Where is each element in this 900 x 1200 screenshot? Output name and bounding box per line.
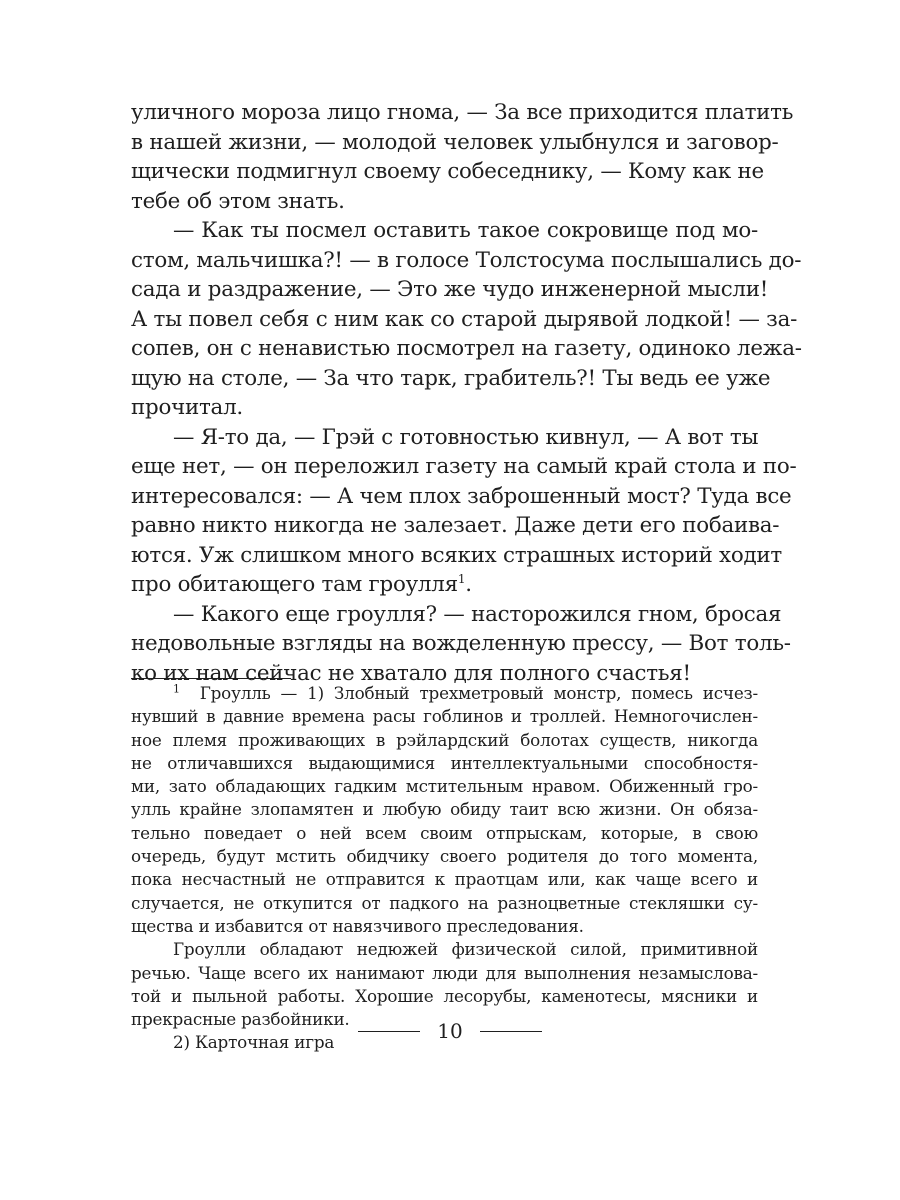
text-line: сада и раздражение, — Это же чудо инженерной мысли! bbox=[131, 277, 769, 302]
footnote-line: ми, зато обладающих гадким мстительным нравом. Обиженный гро- bbox=[131, 776, 758, 797]
footnote-line: не отличавшихся выдающимися интеллектуальными способностя- bbox=[131, 752, 758, 773]
footnote-line: речью. Чаще всего их нанимают люди для выполнения незамыслова- bbox=[131, 962, 758, 983]
footnote-line: Гроулли обладают недюжей физической силой, примитивной bbox=[173, 939, 758, 960]
page-footer bbox=[0, 1018, 900, 1044]
text-line: равно никто никогда не залезает. Даже дети его побаива- bbox=[131, 513, 780, 538]
footnote-line: тельно поведает о ней всем своим отпрыскам, которые, в свою bbox=[131, 822, 758, 843]
footnote-line: той и пыльной работы. Хорошие лесорубы, каменотесы, мясники и bbox=[131, 985, 758, 1006]
footnote-line: улль крайне злопамятен и любую обиду таит всю жизни. Он обяза- bbox=[131, 799, 758, 820]
footnote-line: 2) Карточная игра bbox=[173, 1032, 335, 1053]
text-line-content: про обитающего там гроулля bbox=[131, 572, 458, 597]
footnote-line: случается, не откупится от падкого на разноцветные стекляшки су- bbox=[131, 892, 758, 913]
footnote-line: нувший в давние времена расы гоблинов и троллей. Немногочислен- bbox=[131, 706, 758, 727]
text-line: прочитал. bbox=[131, 395, 243, 420]
text-line: щую на столе, — За что тарк, грабитель?! Ты ведь ее уже bbox=[131, 365, 771, 391]
page-number: 10 bbox=[437, 1019, 463, 1043]
folio-rule-right bbox=[480, 1031, 542, 1032]
text-line: стом, мальчишка?! — в голосе Толстосума послышались до- bbox=[131, 247, 802, 273]
text-line: щически подмигнул своему собеседнику, — Кому как не bbox=[131, 159, 764, 184]
footnote-line: прекрасные разбойники. bbox=[131, 1009, 350, 1030]
text-line: еще нет, — он переложил газету на самый край стола и по- bbox=[131, 454, 797, 479]
text-line: — Я-то да, — Грэй с готовностью кивнул, — А вот ты bbox=[173, 424, 759, 450]
footnote-line: пока несчастный не отправится к праотцам или, как чаще всего и bbox=[131, 869, 758, 890]
footnote-line-content: Гроулль — 1) Злобный трехметровый монстр, помесь исчез- bbox=[199, 683, 758, 703]
footnote-reference[interactable]: 1 bbox=[457, 571, 466, 586]
text-line: интересовался: — А чем плох заброшенный мост? Туда все bbox=[131, 483, 792, 509]
text-line: в нашей жизни, — молодой человек улыбнулся и заговор- bbox=[131, 129, 779, 155]
text-line: ко их нам сейчас не хватало для полного счастья! bbox=[131, 660, 691, 686]
footnote-divider bbox=[131, 678, 291, 679]
footnote-line: очередь, будут мстить обидчику своего родителя до того момента, bbox=[131, 846, 758, 867]
text-line: сопев, он с ненавистью посмотрел на газету, одиноко лежа- bbox=[131, 336, 802, 361]
text-line: уличного мороза лицо гнома, — За все приходится платить bbox=[131, 100, 794, 125]
footnote-line bbox=[131, 682, 758, 705]
footnote-line: ное племя проживающих в рэйлардский болотах существ, никогда bbox=[131, 729, 758, 750]
footnote bbox=[131, 682, 758, 1055]
text-line: — Как ты посмел оставить такое сокровище под мо- bbox=[173, 218, 758, 243]
footnote-marker: 1 bbox=[173, 682, 180, 696]
text-line: А ты повел себя с ним как со старой дырявой лодкой! — за- bbox=[131, 306, 798, 332]
text-line: недовольные взгляды на вожделенную прессу, — Вот толь- bbox=[131, 631, 791, 656]
folio-rule-left bbox=[358, 1031, 420, 1032]
text-line: — Какого еще гроулля? — насторожился гном, бросая bbox=[173, 601, 782, 627]
main-text bbox=[131, 98, 802, 688]
text-line: тебе об этом знать. bbox=[131, 188, 345, 214]
text-line: ются. Уж слишком много всяких страшных историй ходит bbox=[131, 542, 782, 568]
text-line-with-footnote: про обитающего там гроулля$^1$. bbox=[131, 571, 472, 597]
footnote-line: щества и избавится от навязчивого преследования. bbox=[131, 915, 584, 936]
